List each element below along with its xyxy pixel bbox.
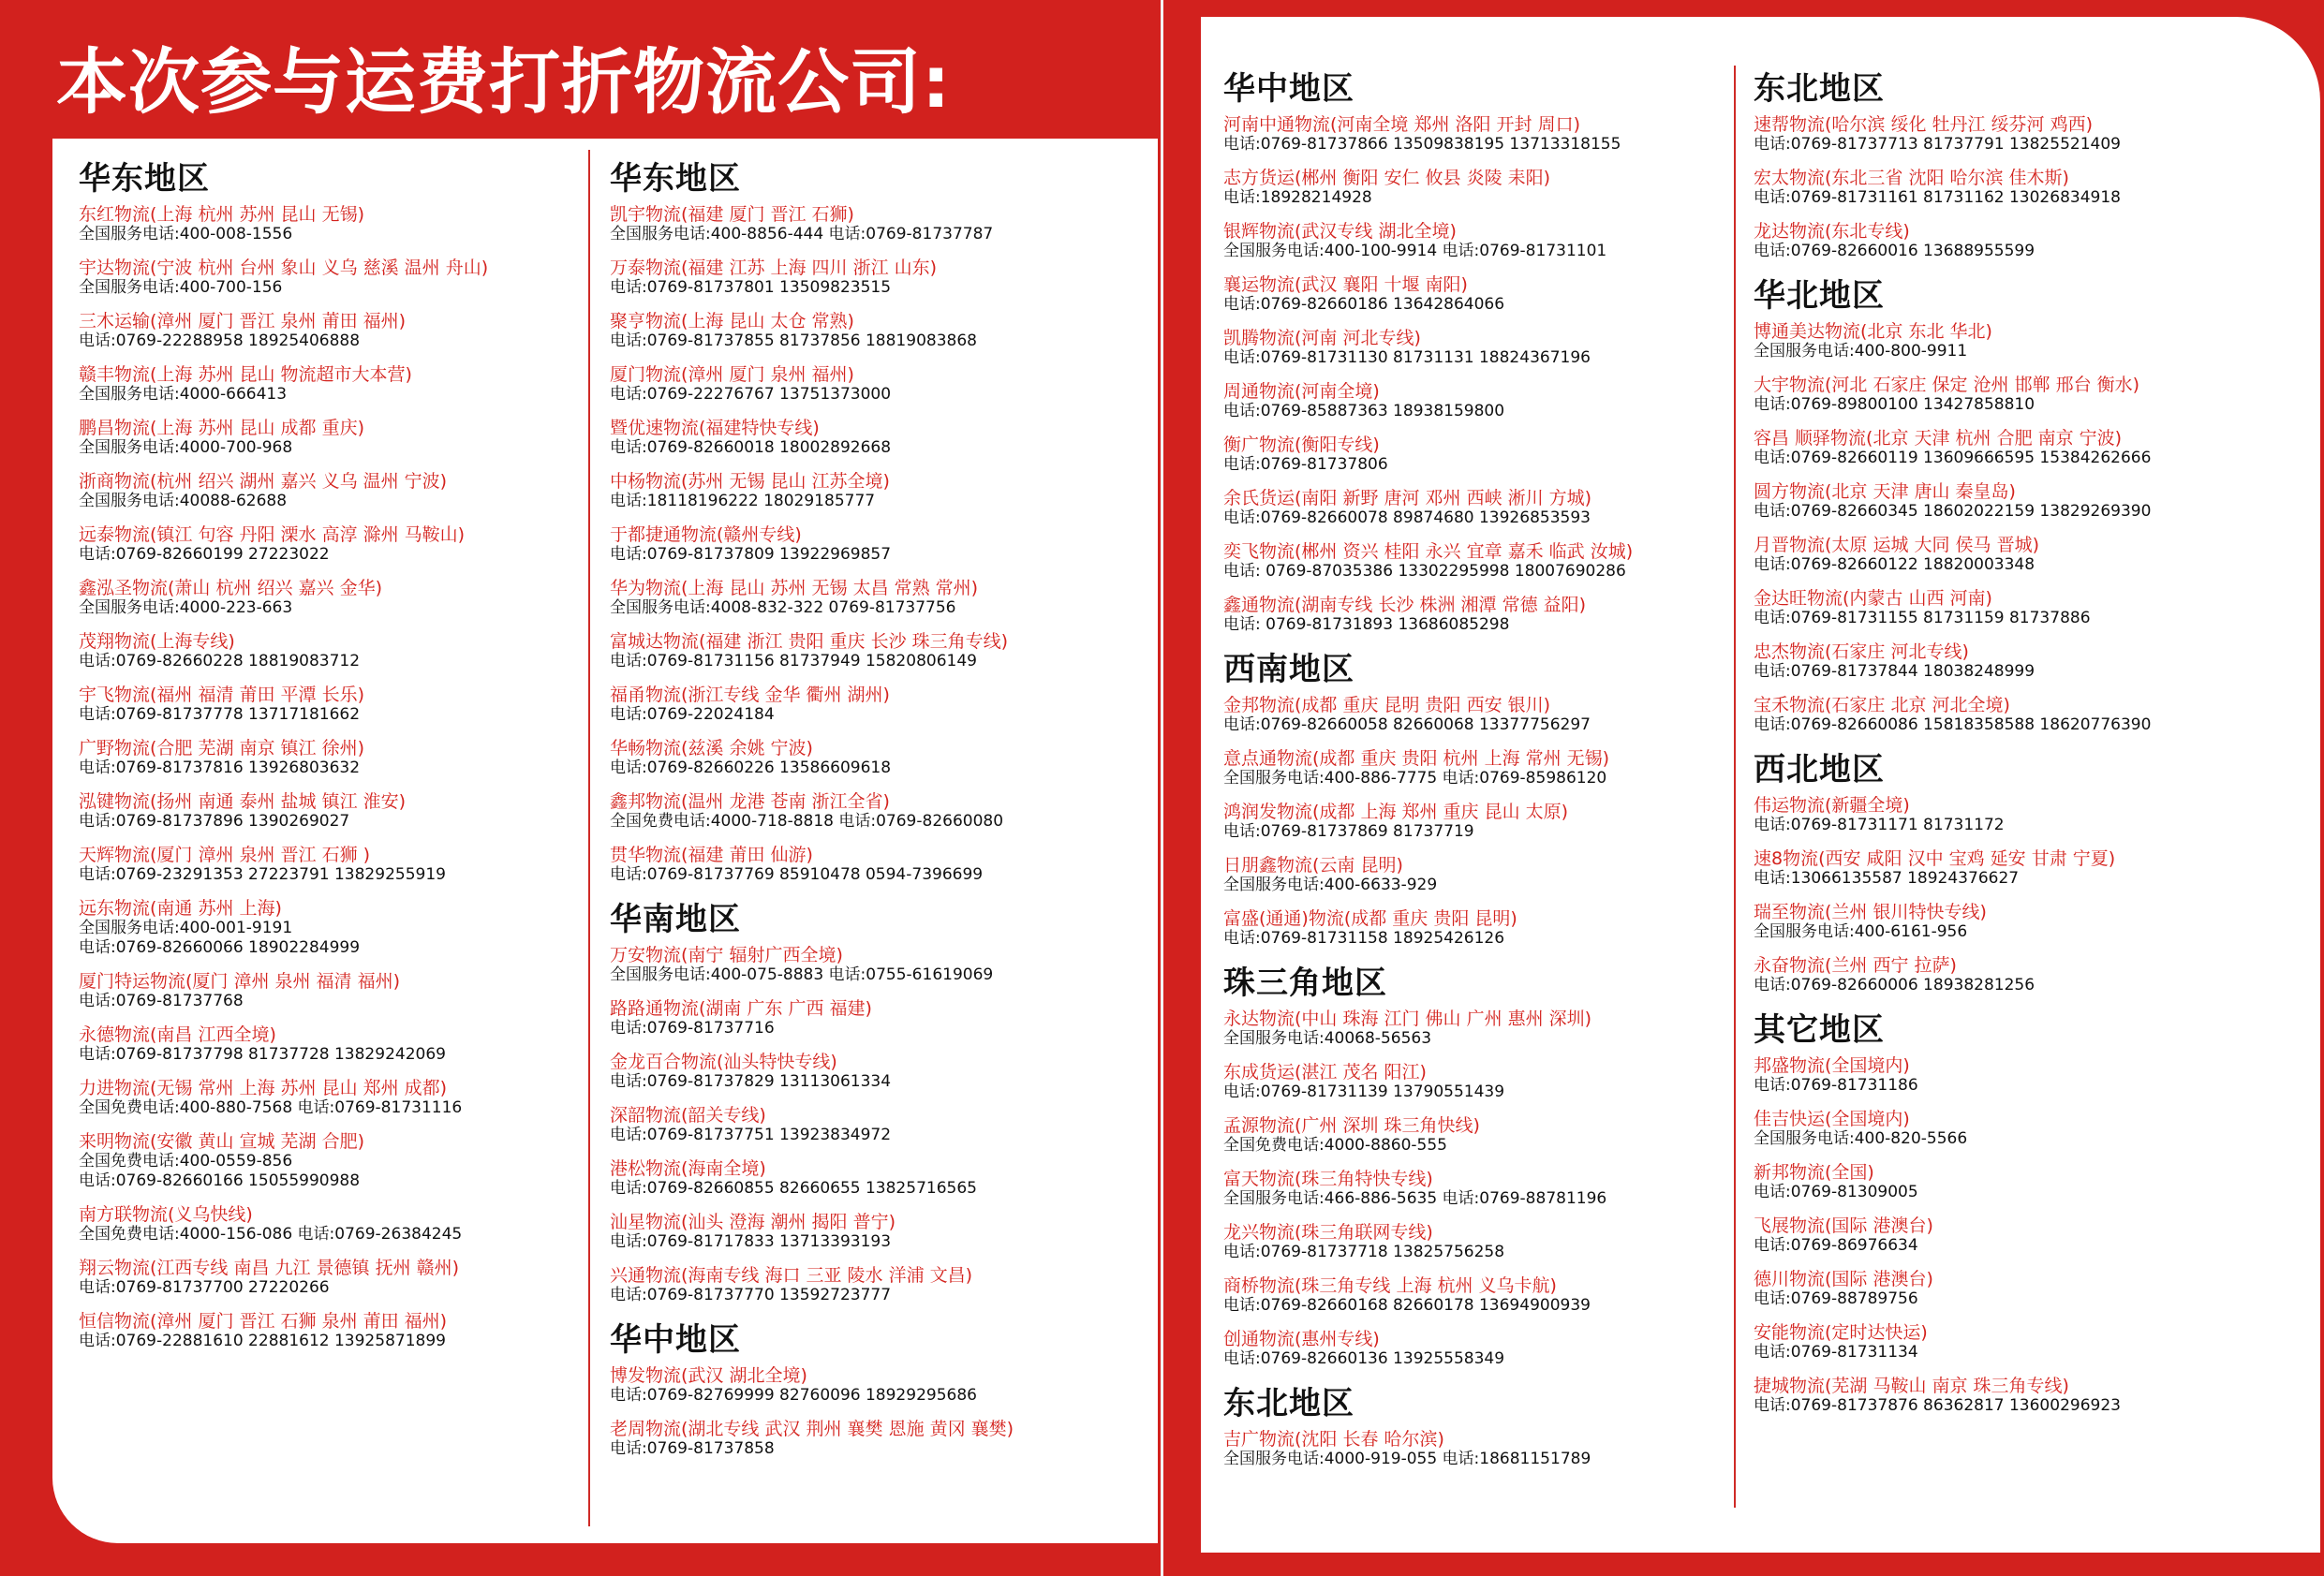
company-phone: 电话:0769-22881610 22881612 13925871899 [79,1332,446,1350]
company-name: 志方货运(郴州 衡阳 安仁 攸县 炎陵 耒阳) [1223,168,1551,188]
company-entry [1754,955,2265,995]
company-entry [1223,595,1725,635]
company-name: 龙兴物流(珠三角联网专线) [1223,1222,1433,1243]
company-entry [1223,695,1725,735]
company-phone: 电话:0769-82660199 27223022 [79,545,330,564]
company-entry [79,898,581,958]
company-entry [610,418,1134,458]
company-name: 兴通物流(海南专线 海口 三亚 陵水 洋浦 文昌) [610,1265,973,1286]
company-phone: 全国服务电话:4000-919-055 电话:18681151789 [1223,1450,1591,1468]
company-name: 伟运物流(新疆全境) [1754,795,1910,816]
company-phone: 全国免费电话:4000-8860-555 [1223,1136,1447,1155]
company-entry [79,1258,581,1298]
company-phone: 全国服务电话:4000-700-968 [79,438,293,457]
company-entry [610,1265,1134,1305]
company-entry [1223,114,1725,155]
company-phone: 电话:0769-81737844 18038248999 [1754,662,2035,681]
company-name: 广野物流(合肥 芜湖 南京 镇江 徐州) [79,738,364,759]
company-entry [610,311,1134,351]
company-phone: 电话:0769-82660855 82660655 13825716565 [610,1179,977,1198]
company-phone: 全国服务电话:400-700-156 [79,278,283,297]
company-phone: 电话:0769-81737806 [1223,455,1388,474]
company-name: 于都捷通物流(赣州专线) [610,524,802,545]
company-phone: 电话:0769-82660122 18820003348 [1754,555,2035,574]
company-phone: 电话:0769-81731139 13790551439 [1223,1083,1505,1101]
company-entry [79,631,581,671]
region-heading: 华中地区 [610,1321,741,1359]
company-entry [79,204,581,244]
company-phone: 电话:0769-81737778 13717181662 [79,705,361,724]
company-phone: 电话:0769-23291353 27223791 13829255919 [79,865,446,884]
company-phone: 电话:0769-82660066 18902284999 [79,938,361,957]
company-entry [610,998,1134,1038]
company-name: 力进物流(无锡 常州 上海 苏州 昆山 郑州 成都) [79,1078,448,1098]
company-phone: 电话:0769-81731156 81737949 15820806149 [610,652,977,670]
company-entry [1223,1062,1725,1102]
company-entry [79,791,581,832]
region-heading: 华北地区 [1754,277,1885,315]
region-heading: 华东地区 [79,160,210,198]
company-name: 忠杰物流(石家庄 河北专线) [1754,641,1969,662]
company-name: 鑫邦物流(温州 龙港 苍南 浙江全省) [610,791,890,812]
region-heading: 华中地区 [1223,70,1354,108]
page-fold [1161,0,1163,1576]
company-name: 德川物流(国际 港澳台) [1754,1269,1933,1289]
company-phone: 电话: 0769-87035386 13302295998 18007690286 [1223,562,1626,581]
company-entry [79,1204,581,1245]
company-phone: 电话:0769-81737869 81737719 [1223,822,1474,841]
company-entry [79,1024,581,1065]
company-name: 襄运物流(武汉 襄阳 十堰 南阳) [1223,274,1468,295]
company-phone: 电话:18928214928 [1223,188,1372,207]
company-entry [610,1158,1134,1199]
column-3 [1223,66,1725,1526]
company-phone: 全国免费电话:400-0559-856 [79,1152,293,1171]
company-entry [1754,588,2265,628]
company-phone: 电话:0769-82660016 13688955599 [1754,242,2035,260]
company-entry [1754,902,2265,942]
company-name: 凯宇物流(福建 厦门 晋江 石狮) [610,204,854,225]
company-entry [610,258,1134,298]
region-heading: 西北地区 [1754,751,1885,788]
company-phone: 电话:0769-81737716 [610,1019,775,1038]
company-name: 浙商物流(杭州 绍兴 湖州 嘉兴 义乌 温州 宁波) [79,471,448,492]
company-name: 日朋鑫物流(云南 昆明) [1223,855,1403,876]
company-name: 速帮物流(哈尔滨 绥化 牡丹江 绥芬河 鸡西) [1754,114,2093,135]
company-name: 速8物流(西安 咸阳 汉中 宝鸡 延安 甘肃 宁夏) [1754,848,2116,869]
company-name: 翔云物流(江西专线 南昌 九江 景德镇 抚州 赣州) [79,1258,460,1278]
company-entry [1754,1376,2265,1416]
company-name: 意点通物流(成都 重庆 贵阳 杭州 上海 常州 无锡) [1223,748,1610,769]
company-entry [1223,1009,1725,1049]
company-entry [1754,481,2265,522]
company-entry [79,685,581,725]
company-name: 鑫泓圣物流(萧山 杭州 绍兴 嘉兴 金华) [79,578,382,598]
company-entry [1223,488,1725,528]
company-entry [79,418,581,458]
company-phone: 全国服务电话:40088-62688 [79,492,288,510]
region-heading: 珠三角地区 [1223,965,1387,1002]
company-name: 港松物流(海南全境) [610,1158,766,1179]
company-name: 银辉物流(武汉专线 湖北全境) [1223,221,1457,242]
company-entry [610,738,1134,778]
company-entry [1223,381,1725,421]
company-phone: 电话:0769-81731158 18925426126 [1223,929,1505,948]
company-entry [1223,435,1725,475]
company-phone: 电话:0769-86976634 [1754,1236,1918,1255]
company-name: 宇飞物流(福州 福清 莆田 平潭 长乐) [79,685,364,705]
company-entry [610,1419,1134,1459]
company-name: 永达物流(中山 珠海 江门 佛山 广州 惠州 深圳) [1223,1009,1592,1029]
company-name: 瑞至物流(兰州 银川特快专线) [1754,902,1987,922]
company-phone: 电话:0769-82660086 15818358588 18620776390 [1754,715,2152,734]
company-phone: 电话:0769-82769999 82760096 18929295686 [610,1386,977,1405]
company-entry [79,364,581,405]
company-entry [1223,802,1725,842]
company-phone: 电话:0769-81717833 13713393193 [610,1232,892,1251]
company-entry [1223,1169,1725,1209]
company-entry [79,578,581,618]
company-phone: 电话:0769-81731155 81731159 81737886 [1754,609,2091,627]
company-name: 厦门特运物流(厦门 漳州 泉州 福清 福州) [79,971,400,992]
company-name: 金邦物流(成都 重庆 昆明 贵阳 西安 银川) [1223,695,1551,715]
company-name: 捷城物流(芜湖 马鞍山 南京 珠三角专线) [1754,1376,2069,1396]
company-phone: 电话:0769-85887363 18938159800 [1223,402,1505,420]
company-name: 赣丰物流(上海 苏州 昆山 物流超市大本营) [79,364,412,385]
company-entry [610,1105,1134,1145]
company-name: 远泰物流(镇江 句容 丹阳 溧水 高淳 滁州 马鞍山) [79,524,466,545]
company-phone: 全国服务电话:4000-666413 [79,385,288,404]
column-1 [79,155,581,1485]
company-phone: 电话:0769-22024184 [610,705,775,724]
company-name: 万安物流(南宁 辐射广西全境) [610,945,843,965]
company-name: 远东物流(南通 苏州 上海) [79,898,282,919]
company-entry [610,204,1134,244]
company-name: 孟源物流(广州 深圳 珠三角快线) [1223,1115,1480,1136]
company-entry [79,1311,581,1351]
company-name: 宝禾物流(石家庄 北京 河北全境) [1754,695,2010,715]
company-phone: 全国服务电话:4008-832-322 0769-81737756 [610,598,956,617]
company-phone: 全国免费电话:400-880-7568 电话:0769-81731116 [79,1098,463,1117]
region-heading: 华东地区 [610,160,741,198]
company-entry [1754,1215,2265,1256]
company-phone: 电话:13066135587 18924376627 [1754,869,2020,888]
company-name: 茂翔物流(上海专线) [79,631,235,652]
company-phone: 电话:0769-22288958 18925406888 [79,331,361,350]
company-name: 中杨物流(苏州 无锡 昆山 江苏全境) [610,471,890,492]
company-entry [1754,1269,2265,1309]
company-entry [1223,855,1725,895]
company-phone: 电话:0769-81737768 [79,992,244,1010]
company-name: 贯华物流(福建 莆田 仙游) [610,845,813,865]
company-name: 暨优速物流(福建特快专线) [610,418,820,438]
company-name: 来明物流(安徽 黄山 宣城 芜湖 合肥) [79,1131,364,1152]
company-phone: 电话:0769-81737816 13926803632 [79,759,361,777]
company-name: 南方联物流(义乌快线) [79,1204,253,1225]
company-phone: 电话:0769-82660058 82660068 13377756297 [1223,715,1591,734]
company-entry [1754,641,2265,682]
company-name: 恒信物流(漳州 厦门 晋江 石狮 泉州 莆田 福州) [79,1311,448,1332]
company-entry [1754,1322,2265,1362]
company-phone: 电话:0769-81737770 13592723777 [610,1286,892,1304]
company-name: 龙达物流(东北专线) [1754,221,1910,242]
company-phone: 全国免费电话:4000-156-086 电话:0769-26384245 [79,1225,463,1244]
company-phone: 电话:0769-81731171 81731172 [1754,816,2005,834]
company-phone: 电话:0769-22276767 13751373000 [610,385,892,404]
company-name: 月晋物流(太原 运城 大同 侯马 晋城) [1754,535,2039,555]
company-entry [79,971,581,1011]
company-phone: 电话:0769-82660168 82660178 13694900939 [1223,1296,1591,1315]
company-entry [1223,1222,1725,1262]
company-phone: 电话:0769-82660078 89874680 13926853593 [1223,508,1591,527]
company-name: 厦门物流(漳州 厦门 泉州 福州) [610,364,854,385]
column-4 [1754,66,2265,1526]
company-phone: 全国服务电话:400-8856-444 电话:0769-81737787 [610,225,994,243]
company-phone: 全国服务电话:400-075-8883 电话:0755-61619069 [610,965,994,984]
region-heading: 其它地区 [1754,1011,1885,1049]
company-entry [1223,1429,1725,1469]
company-entry [1754,375,2265,415]
company-phone: 电话:0769-82660136 13925558349 [1223,1349,1505,1368]
company-phone: 电话:0769-81731161 81731162 13026834918 [1754,188,2121,207]
company-entry [610,845,1134,885]
company-name: 博发物流(武汉 湖北全境) [610,1365,807,1386]
company-entry [1754,321,2265,361]
company-phone: 全国服务电话:400-800-9911 [1754,342,1968,361]
company-phone: 电话:0769-81737829 13113061334 [610,1072,892,1091]
company-entry [610,471,1134,511]
company-name: 安能物流(定时达快运) [1754,1322,1928,1343]
company-phone: 电话:0769-81737855 81737856 18819083868 [610,331,977,350]
company-entry [610,631,1134,671]
company-phone: 电话:0769-82660006 18938281256 [1754,976,2035,994]
company-entry [79,1131,581,1191]
company-phone: 电话:0769-81731186 [1754,1076,1918,1095]
company-phone: 全国服务电话:400-6633-929 [1223,876,1438,894]
company-phone: 电话:0769-81737801 13509823515 [610,278,892,297]
company-name: 商桥物流(珠三角专线 上海 杭州 义乌卡航) [1223,1275,1557,1296]
company-name: 聚亨物流(上海 昆山 太仓 常熟) [610,311,854,331]
company-name: 华畅物流(兹溪 余姚 宁波) [610,738,813,759]
column-divider-left [588,150,590,1526]
company-name: 汕星物流(汕头 澄海 潮州 揭阳 普宁) [610,1212,896,1232]
company-name: 永德物流(南昌 江西全境) [79,1024,276,1045]
company-name: 路路通物流(湖南 广东 广西 福建) [610,998,872,1019]
company-phone: 电话:0769-81731134 [1754,1343,1918,1362]
company-name: 富城达物流(福建 浙江 贵阳 重庆 长沙 珠三角专线) [610,631,1009,652]
company-phone: 电话:0769-81731130 81731131 18824367196 [1223,348,1591,367]
company-phone: 电话:0769-81737896 1390269027 [79,812,350,831]
company-name: 佳吉快运(全国境内) [1754,1109,1910,1129]
company-entry [79,311,581,351]
region-heading: 西南地区 [1223,651,1354,688]
company-phone: 电话:0769-81737876 86362817 13600296923 [1754,1396,2121,1415]
company-phone: 全国免费电话:4000-718-8818 电话:0769-82660080 [610,812,1004,831]
company-phone: 全国服务电话:466-886-5635 电话:0769-88781196 [1223,1189,1607,1208]
company-phone: 电话:0769-82660186 13642864066 [1223,295,1505,314]
company-phone: 全国服务电话:400-886-7775 电话:0769-85986120 [1223,769,1607,788]
company-name: 泓键物流(扬州 南通 泰州 盐城 镇江 淮安) [79,791,407,812]
company-phone: 电话:0769-81737713 81737791 13825521409 [1754,135,2121,154]
company-phone: 电话:0769-82660228 18819083712 [79,652,361,670]
company-entry [1754,114,2265,155]
company-phone: 电话:18118196222 18029185777 [610,492,876,510]
region-heading: 华南地区 [610,901,741,938]
company-entry [1223,168,1725,208]
company-name: 奕飞物流(郴州 资兴 桂阳 永兴 宜章 嘉禾 临武 汝城) [1223,541,1634,562]
company-name: 鹏昌物流(上海 苏州 昆山 成都 重庆) [79,418,364,438]
company-entry [1223,1329,1725,1369]
region-heading: 东北地区 [1223,1385,1354,1422]
company-name: 鸿润发物流(成都 上海 郑州 重庆 昆山 太原) [1223,802,1569,822]
company-name: 宏太物流(东北三省 沈阳 哈尔滨 佳木斯) [1754,168,2069,188]
company-name: 河南中通物流(河南全境 郑州 洛阳 开封 周口) [1223,114,1580,135]
company-entry [1754,221,2265,261]
company-phone: 电话:0769-81737798 81737728 13829242069 [79,1045,446,1064]
company-entry [79,258,581,298]
company-phone: 全国服务电话:4000-223-663 [79,598,293,617]
company-entry [610,578,1134,618]
company-entry [1754,1109,2265,1149]
company-name: 三木运输(漳州 厦门 晋江 泉州 莆田 福州) [79,311,407,331]
column-divider-right [1734,66,1736,1508]
company-name: 新邦物流(全国) [1754,1162,1874,1183]
company-entry [1754,535,2265,575]
company-phone: 全国服务电话:400-001-9191 [79,919,293,937]
company-name: 金龙百合物流(汕头特快专线) [610,1052,837,1072]
company-name: 富盛(通通)物流(成都 重庆 贵阳 昆明) [1223,908,1517,929]
company-phone: 电话:0769-82660018 18002892668 [610,438,892,457]
company-entry [1754,848,2265,889]
company-entry [1754,168,2265,208]
company-entry [610,945,1134,985]
company-entry [1223,274,1725,315]
company-entry [1223,541,1725,582]
page-title: 本次参与运费打折物流公司: [56,40,952,124]
company-entry [1754,428,2265,468]
company-entry [1754,1055,2265,1096]
company-name: 老周物流(湖北专线 武汉 荆州 襄樊 恩施 黄冈 襄樊) [610,1419,1014,1439]
company-entry [1223,748,1725,788]
company-name: 邦盛物流(全国境内) [1754,1055,1910,1076]
company-name: 东成货运(湛江 茂名 阳江) [1223,1062,1427,1083]
company-entry [1223,328,1725,368]
company-entry [79,738,581,778]
company-name: 圆方物流(北京 天津 唐山 秦皇岛) [1754,481,2016,502]
column-2 [610,155,1134,1523]
company-name: 博通美达物流(北京 东北 华北) [1754,321,1992,342]
company-phone: 电话:0769-81737751 13923834972 [610,1126,892,1144]
company-name: 飞展物流(国际 港澳台) [1754,1215,1933,1236]
company-entry [610,1212,1134,1252]
company-phone: 电话:0769-81309005 [1754,1183,1918,1201]
company-entry [610,1365,1134,1406]
company-phone: 电话:0769-81737809 13922969857 [610,545,892,564]
company-entry [610,524,1134,565]
company-name: 万泰物流(福建 江苏 上海 四川 浙江 山东) [610,258,938,278]
company-phone: 电话:0769-88789756 [1754,1289,1918,1308]
company-phone: 电话:0769-82660119 13609666595 15384262666 [1754,449,2152,467]
company-name: 东红物流(上海 杭州 苏州 昆山 无锡) [79,204,364,225]
company-name: 天辉物流(厦门 漳州 泉州 晋江 石狮 ) [79,845,371,865]
company-entry [79,1078,581,1118]
company-name: 凯腾物流(河南 河北专线) [1223,328,1421,348]
company-phone: 电话:0769-89800100 13427858810 [1754,395,2035,414]
company-name: 周通物流(河南全境) [1223,381,1380,402]
company-phone: 电话:0769-81737700 27220266 [79,1278,330,1297]
company-entry [79,845,581,885]
company-entry [610,364,1134,405]
company-phone: 全国服务电话:400-008-1556 [79,225,293,243]
company-name: 深韶物流(韶关专线) [610,1105,766,1126]
company-phone: 全国服务电话:400-820-5566 [1754,1129,1968,1148]
company-entry [1223,1275,1725,1316]
company-name: 金达旺物流(内蒙古 山西 河南) [1754,588,1992,609]
company-phone: 电话:0769-81737858 [610,1439,775,1458]
company-phone: 电话:0769-81737718 13825756258 [1223,1243,1505,1261]
company-entry [1223,1115,1725,1156]
company-entry [1754,1162,2265,1202]
company-entry [610,1052,1134,1092]
company-phone: 全国服务电话:400-6161-956 [1754,922,1968,941]
region-heading: 东北地区 [1754,70,1885,108]
company-phone: 电话:0769-82660166 15055990988 [79,1171,361,1190]
company-phone: 电话:0769-82660226 13586609618 [610,759,892,777]
company-entry [1754,795,2265,835]
company-phone: 全国服务电话:40068-56563 [1223,1029,1432,1048]
company-phone: 电话:0769-82660345 18602022159 13829269390 [1754,502,2152,521]
company-name: 大宇物流(河北 石家庄 保定 沧州 邯郸 邢台 衡水) [1754,375,2140,395]
company-name: 福甬物流(浙江专线 金华 衢州 湖州) [610,685,890,705]
company-name: 吉广物流(沈阳 长春 哈尔滨) [1223,1429,1444,1450]
company-entry [610,685,1134,725]
company-entry [610,791,1134,832]
company-name: 宇达物流(宁波 杭州 台州 象山 义乌 慈溪 温州 舟山) [79,258,489,278]
company-name: 鑫通物流(湖南专线 长沙 株洲 湘潭 常德 益阳) [1223,595,1587,615]
company-name: 华为物流(上海 昆山 苏州 无锡 太昌 常熟 常州) [610,578,979,598]
company-name: 余氏货运(南阳 新野 唐河 邓州 西峡 淅川 方城) [1223,488,1592,508]
company-phone: 电话: 0769-81731893 13686085298 [1223,615,1510,634]
company-entry [79,524,581,565]
company-entry [1754,695,2265,735]
company-phone: 全国服务电话:400-100-9914 电话:0769-81731101 [1223,242,1607,260]
company-entry [1223,221,1725,261]
company-name: 创通物流(惠州专线) [1223,1329,1380,1349]
company-entry [1223,908,1725,949]
company-phone: 电话:0769-81737866 13509838195 13713318155 [1223,135,1621,154]
company-name: 富天物流(珠三角特快专线) [1223,1169,1433,1189]
company-phone: 电话:0769-81737769 85910478 0594-7396699 [610,865,984,884]
company-name: 永奋物流(兰州 西宁 拉萨) [1754,955,1957,976]
company-name: 容昌 顺驿物流(北京 天津 杭州 合肥 南京 宁波) [1754,428,2123,449]
company-name: 衡广物流(衡阳专线) [1223,435,1380,455]
company-entry [79,471,581,511]
